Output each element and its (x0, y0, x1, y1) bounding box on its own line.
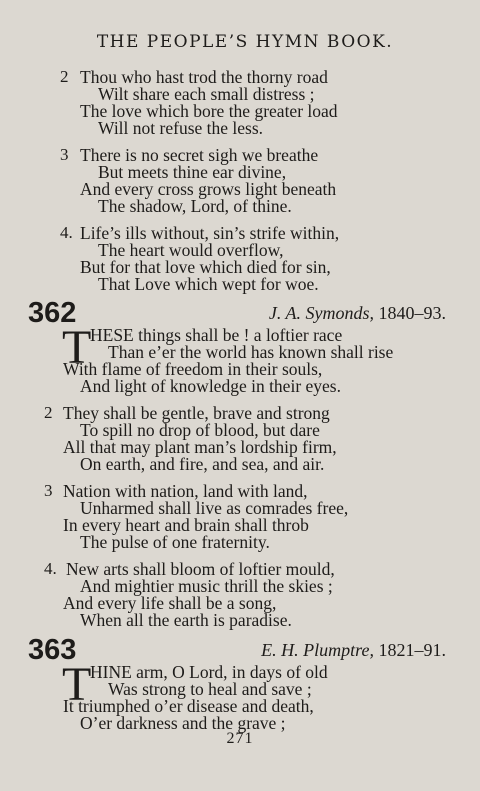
verse-line: Wilt share each small distress ; (98, 84, 315, 104)
author-name: E. H. Plumptre, (261, 640, 374, 660)
verse-line: In every heart and brain shall throb (63, 515, 309, 535)
hymn-attribution (269, 303, 446, 323)
verse-line: And light of knowledge in their eyes. (80, 376, 341, 396)
verse-line: HESE things shall be ! a loftier race (90, 325, 343, 345)
verse-line: With flame of freedom in their souls, (63, 359, 323, 379)
verse-number: 3 (60, 145, 69, 164)
page-number: 271 (226, 730, 254, 747)
verse-line: All that may plant man’s lordship firm, (63, 437, 337, 457)
verse-line: HINE arm, O Lord, in days of old (90, 662, 328, 682)
verse-line: The shadow, Lord, of thine. (98, 196, 292, 216)
verse-line: The heart would overflow, (98, 240, 284, 260)
verse-line: Nation with nation, land with land, (63, 481, 308, 501)
verse-line: Will not refuse the less. (98, 118, 264, 138)
verse-number: 2 (60, 67, 69, 86)
verse-line: But for that love which died for sin, (80, 257, 331, 277)
verse-line: The pulse of one fraternity. (80, 532, 270, 552)
verse-number: 4. (60, 223, 73, 242)
verse-line: To spill no drop of blood, but dare (80, 420, 320, 440)
verse-line: And every cross grows light beneath (80, 179, 337, 199)
verse-line: That Love which wept for woe. (98, 274, 319, 294)
author-dates: 1840–93. (378, 303, 446, 323)
verse-line: And every life shall be a song, (63, 593, 277, 613)
verse-line: On earth, and fire, and sea, and air. (80, 454, 325, 474)
verse-line: Thou who hast trod the thorny road (80, 67, 328, 87)
hymn-attribution (261, 640, 446, 660)
verse-line: O’er darkness and the grave ; (80, 713, 286, 733)
verse-line: But meets thine ear divine, (98, 162, 287, 182)
author-dates: 1821–91. (378, 640, 446, 660)
verse-line: When all the earth is paradise. (80, 610, 292, 630)
verse-line: Life’s ills without, sin’s strife within, (80, 223, 340, 243)
verse-line: They shall be gentle, brave and strong (63, 403, 330, 423)
verse-line: The love which bore the greater load (80, 101, 338, 121)
drop-cap: T (62, 321, 92, 374)
verse-number: 3 (44, 481, 53, 500)
running-head: THE PEOPLE’S HYMN BOOK. (96, 32, 394, 52)
verse-line: Unharmed shall live as comrades free, (80, 498, 349, 518)
verse-line: It triumphed o’er disease and death, (63, 696, 314, 716)
verse-line: Was strong to heal and save ; (108, 679, 312, 699)
verse-line: Than e’er the world has known shall rise (108, 342, 394, 362)
hymn-number: 362 (28, 297, 77, 329)
hymn-number: 363 (28, 634, 77, 666)
author-name: J. A. Symonds, (268, 303, 374, 323)
verse-line: There is no secret sigh we breathe (80, 145, 319, 165)
verse-line: And mightier music thrill the skies ; (80, 576, 333, 596)
verse-number: 4. (44, 559, 57, 578)
verse-line: New arts shall bloom of loftier mould, (66, 559, 335, 579)
verse-number: 2 (44, 403, 53, 422)
drop-cap: T (62, 658, 92, 711)
